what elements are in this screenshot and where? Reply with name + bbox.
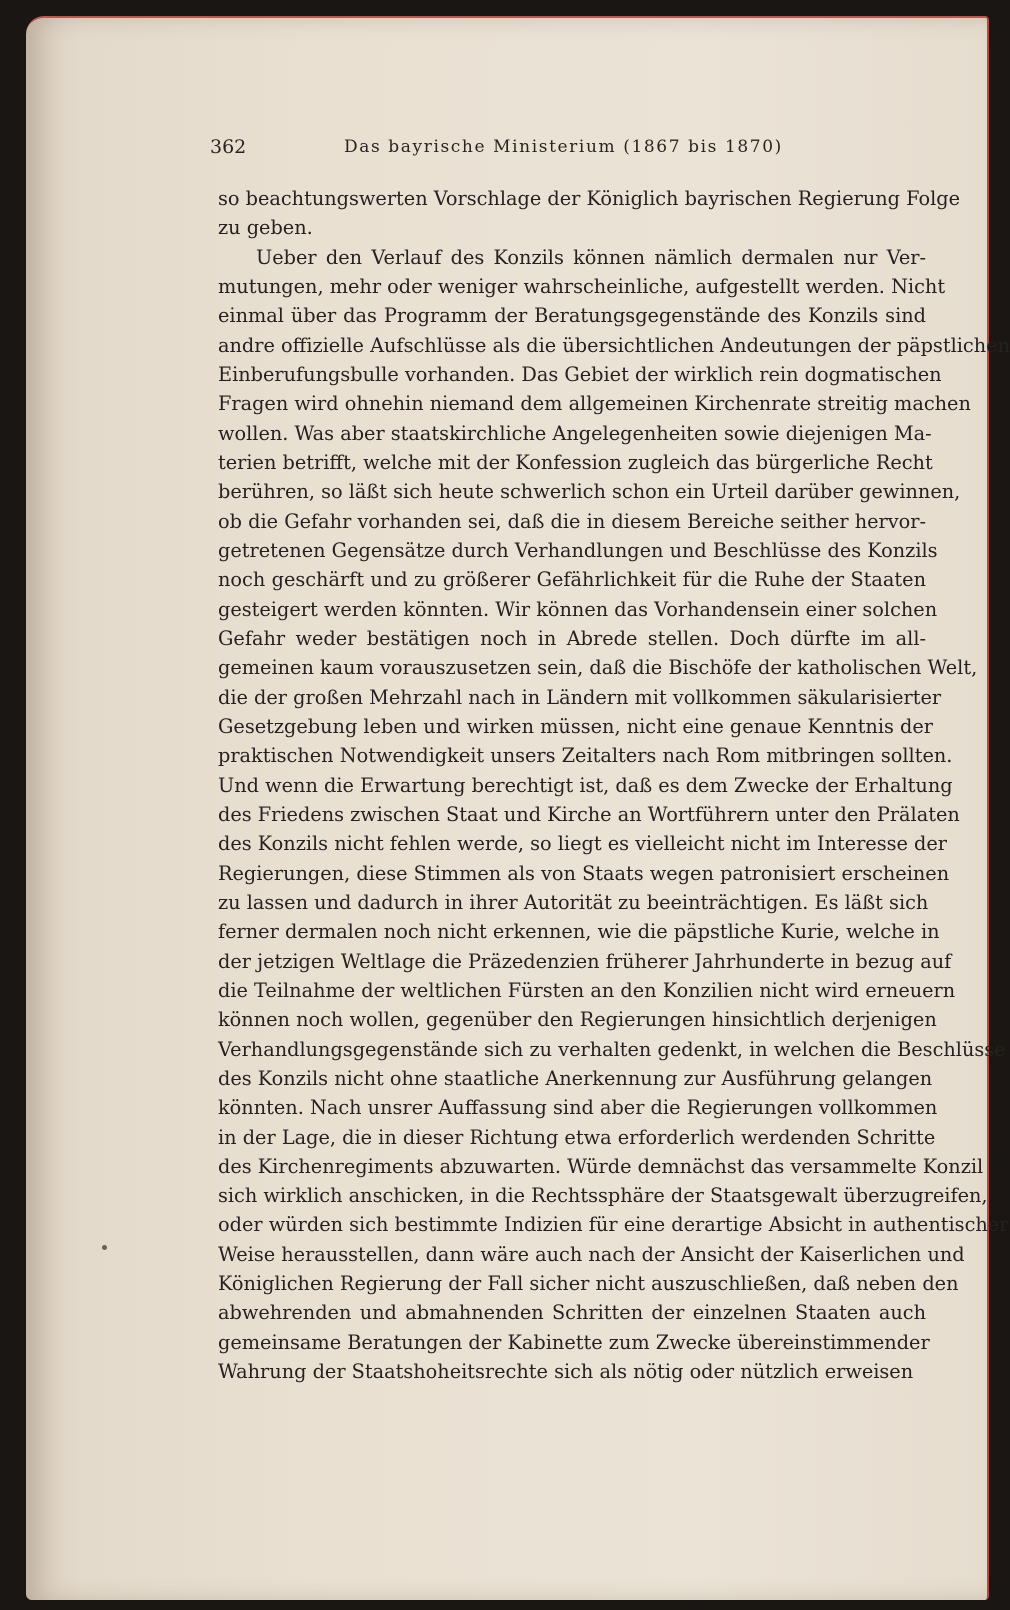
text-line: mutungen, mehr oder weniger wahrscheinliche, aufgestellt werden. Nicht bbox=[218, 274, 946, 298]
text-line: so beachtungswerten Vorschlage der Königlich bayrischen Regierung Folge bbox=[218, 187, 960, 210]
text-line: des Kirchenregiments abzuwarten. Würde demnächst das versammelte Konzil bbox=[218, 1154, 984, 1178]
text-line: Weise herausstellen, dann wäre auch nach der Ansicht der Kaiserlichen und bbox=[218, 1242, 965, 1266]
text-line: die Teilnahme der weltlichen Fürsten an den Konzilien nicht wird erneuern bbox=[218, 978, 956, 1002]
text-line: berühren, so läßt sich heute schwerlich schon ein Urteil darüber gewinnen, bbox=[218, 480, 961, 504]
text-line: Gesetzgebung leben und wirken müssen, nicht eine genaue Kenntnis der bbox=[218, 714, 934, 738]
body-text bbox=[218, 184, 1010, 1386]
text-line: in der Lage, die in dieser Richtung etwa erforderlich werdenden Schritte bbox=[218, 1125, 936, 1149]
text-line: sich wirklich anschicken, in die Rechtssphäre der Staatsgewalt überzugreifen, bbox=[218, 1184, 988, 1208]
text-line: praktischen Notwendigkeit unsers Zeitalters nach Rom mitbringen sollten. bbox=[218, 744, 953, 768]
text-line: Fragen wird ohnehin niemand dem allgemeinen Kirchenrate streitig machen bbox=[218, 392, 971, 416]
text-line: Gefahr weder bestätigen noch in Abrede stellen. Doch dürfte im all- bbox=[218, 626, 926, 650]
text-line: getretenen Gegensätze durch Verhandlungen und Beschlüsse des Konzils bbox=[218, 538, 938, 562]
text-line: des Konzils nicht ohne staatliche Anerkennung zur Ausführung gelangen bbox=[218, 1066, 933, 1090]
text-line: der jetzigen Weltlage die Präzedenzien früherer Jahrhunderte in bezug auf bbox=[218, 949, 952, 973]
text-line: des Konzils nicht fehlen werde, so liegt es vielleicht nicht im Interesse der bbox=[218, 832, 947, 856]
page-header bbox=[210, 136, 790, 166]
text-line: Verhandlungsgegenstände sich zu verhalten gedenkt, in welchen die Beschlüsse bbox=[218, 1037, 1006, 1061]
text-line: Wahrung der Staatshoheitsrechte sich als nötig oder nützlich erweisen bbox=[218, 1360, 914, 1384]
running-head: Das bayrische Ministerium (1867 bis 1870) bbox=[344, 137, 783, 157]
text-line: könnten. Nach unsrer Auffassung sind aber die Regierungen vollkommen bbox=[218, 1096, 938, 1120]
text-line: einmal über das Programm der Beratungsgegenstände des Konzils sind bbox=[218, 304, 926, 328]
text-line: können noch wollen, gegenüber den Regierungen hinsichtlich derjenigen bbox=[218, 1008, 937, 1032]
text-line: wollen. Was aber staatskirchliche Angelegenheiten sowie diejenigen Ma- bbox=[218, 421, 932, 445]
text-line: terien betrifft, welche mit der Konfession zugleich das bürgerliche Recht bbox=[218, 450, 933, 474]
text-line: abwehrenden und abmahnenden Schritten der einzelnen Staaten auch bbox=[218, 1301, 926, 1325]
text-line: Einberufungsbulle vorhanden. Das Gebiet der wirklich rein dogmatischen bbox=[218, 362, 942, 386]
text-line: oder würden sich bestimmte Indizien für eine derartige Absicht in authentischer bbox=[218, 1213, 1009, 1237]
text-line: Königlichen Regierung der Fall sicher nicht auszuschließen, daß neben den bbox=[218, 1272, 959, 1296]
text-line: gemeinsame Beratungen der Kabinette zum Zwecke übereinstimmender bbox=[218, 1330, 930, 1354]
text-line: zu geben. bbox=[218, 216, 313, 240]
text-line: zu lassen und dadurch in ihrer Autorität zu beeinträchtigen. Es läßt sich bbox=[218, 890, 929, 914]
text-line: Und wenn die Erwartung berechtigt ist, daß es dem Zwecke der Erhaltung bbox=[218, 773, 953, 797]
text-line: noch geschärft und zu größerer Gefährlichkeit für die Ruhe der Staaten bbox=[218, 568, 926, 592]
text-line: ferner dermalen noch nicht erkennen, wie die päpstliche Kurie, welche in bbox=[218, 920, 940, 944]
page-number: 362 bbox=[210, 136, 247, 158]
paper-speck bbox=[102, 1245, 107, 1250]
text-line: Ueber den Verlauf des Konzils können nämlich dermalen nur Ver- bbox=[256, 245, 926, 269]
text-line: gesteigert werden könnten. Wir können das Vorhandensein einer solchen bbox=[218, 597, 938, 621]
text-line: ob die Gefahr vorhanden sei, daß die in diesem Bereiche seither hervor- bbox=[218, 509, 926, 533]
text-line: andre offizielle Aufschlüsse als die übersichtlichen Andeutungen der päpstlichen bbox=[218, 333, 1010, 357]
text-line: gemeinen kaum vorauszusetzen sein, daß die Bischöfe der katholischen Welt, bbox=[218, 656, 978, 680]
text-line: Regierungen, diese Stimmen als von Staats wegen patronisiert erscheinen bbox=[218, 861, 950, 885]
text-line: des Friedens zwischen Staat und Kirche an Wortführern unter den Prälaten bbox=[218, 802, 960, 826]
text-line: die der großen Mehrzahl nach in Ländern mit vollkommen säkularisierter bbox=[218, 685, 942, 709]
